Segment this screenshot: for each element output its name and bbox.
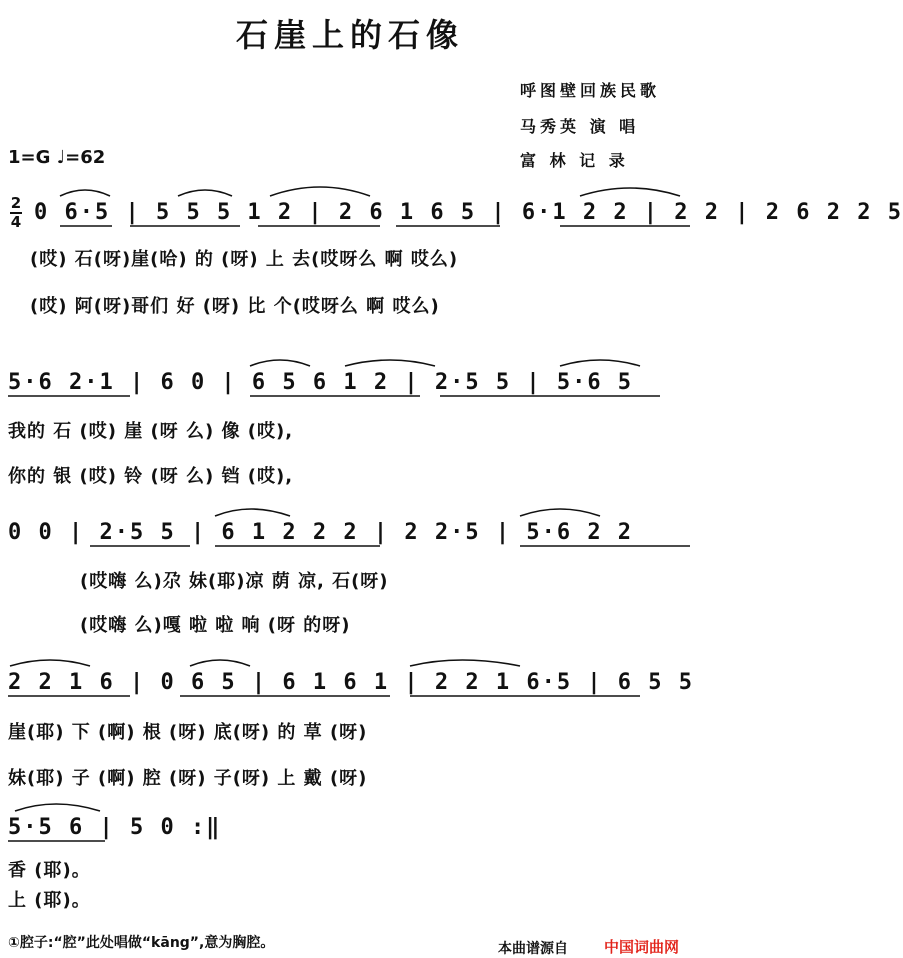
- system-2-lyrics-verse-2: 你的 银 (哎) 铃 (呀 么) 铛 (哎),: [8, 466, 294, 487]
- system-4-notes: 2 2 1 6 | 0 6 5 | 6 1 6 1 | 2 2 1 6·5 | 6 5 5: [8, 670, 695, 695]
- system-3-lyrics-verse-2: (哎嗨 么)嘎 啦 啦 响 (呀 的呀): [80, 615, 351, 636]
- slur-mark: [60, 190, 110, 196]
- credit-origin: 呼图壁回族民歌: [520, 81, 661, 100]
- source-label: 本曲谱源自: [498, 941, 568, 957]
- slur-marks: [10, 187, 680, 811]
- time-signature-bottom: 4: [10, 213, 22, 231]
- system-3-notes: 0 0 | 2·5 5 | 6 1 2 2 2 | 2 2·5 | 5·6 2 2: [8, 520, 634, 545]
- slur-mark: [250, 360, 310, 366]
- credit-singer: 马秀英 演 唱: [520, 117, 640, 136]
- slur-mark: [178, 190, 232, 196]
- slur-mark: [520, 509, 600, 516]
- system-4-lyrics-verse-2: 妹(耶) 子 (啊) 腔 (呀) 子(呀) 上 戴 (呀): [8, 768, 368, 789]
- site-name: 中国词曲网: [604, 938, 680, 956]
- system-3-lyrics-verse-1: (哎嗨 么)尕 妹(耶)凉 荫 凉, 石(呀): [80, 571, 389, 592]
- system-1-notes: 0 6·5 | 5 5 5 1 2 | 2 6 1 6 5 | 6·1 2 2 | 2 2 | 2 6 2 2 5: [34, 200, 903, 225]
- slur-mark: [345, 360, 435, 366]
- system-1-lyrics-verse-2: (哎) 阿(呀)哥们 好 (呀) 比 个(哎呀么 啊 哎么): [30, 296, 440, 317]
- beam-underlines: [8, 226, 690, 841]
- slur-mark: [560, 360, 640, 366]
- credit-transcriber: 富 林 记 录: [520, 151, 629, 170]
- slur-mark: [215, 509, 290, 516]
- footnote: ①腔子:“腔”此处唱做“kāng”,意为胸腔。: [8, 935, 275, 951]
- system-2-notes: 5·6 2·1 | 6 0 | 6 5 6 1 2 | 2·5 5 | 5·6 5: [8, 370, 634, 395]
- song-title: 石崖上的石像: [235, 16, 464, 54]
- slur-mark: [190, 660, 250, 666]
- system-5-notes: 5·5 6 | 5 0 :‖: [8, 815, 222, 840]
- system-2-lyrics-verse-1: 我的 石 (哎) 崖 (呀 么) 像 (哎),: [8, 421, 294, 442]
- slur-mark: [580, 188, 680, 196]
- system-4-lyrics-verse-1: 崖(耶) 下 (啊) 根 (呀) 底(呀) 的 草 (呀): [8, 722, 368, 743]
- system-5-lyrics-verse-1: 香 (耶)。: [8, 860, 91, 881]
- system-5-lyrics-verse-2: 上 (耶)。: [8, 890, 91, 911]
- slur-mark: [15, 804, 100, 811]
- slur-mark: [270, 187, 370, 196]
- key-tempo: 1=G ♩=62: [8, 147, 106, 168]
- time-signature-top: 2: [10, 194, 22, 212]
- slur-mark: [10, 660, 90, 666]
- system-1-lyrics-verse-1: (哎) 石(呀)崖(哈) 的 (呀) 上 去(哎呀么 啊 哎么): [30, 249, 459, 270]
- slur-mark: [410, 660, 520, 666]
